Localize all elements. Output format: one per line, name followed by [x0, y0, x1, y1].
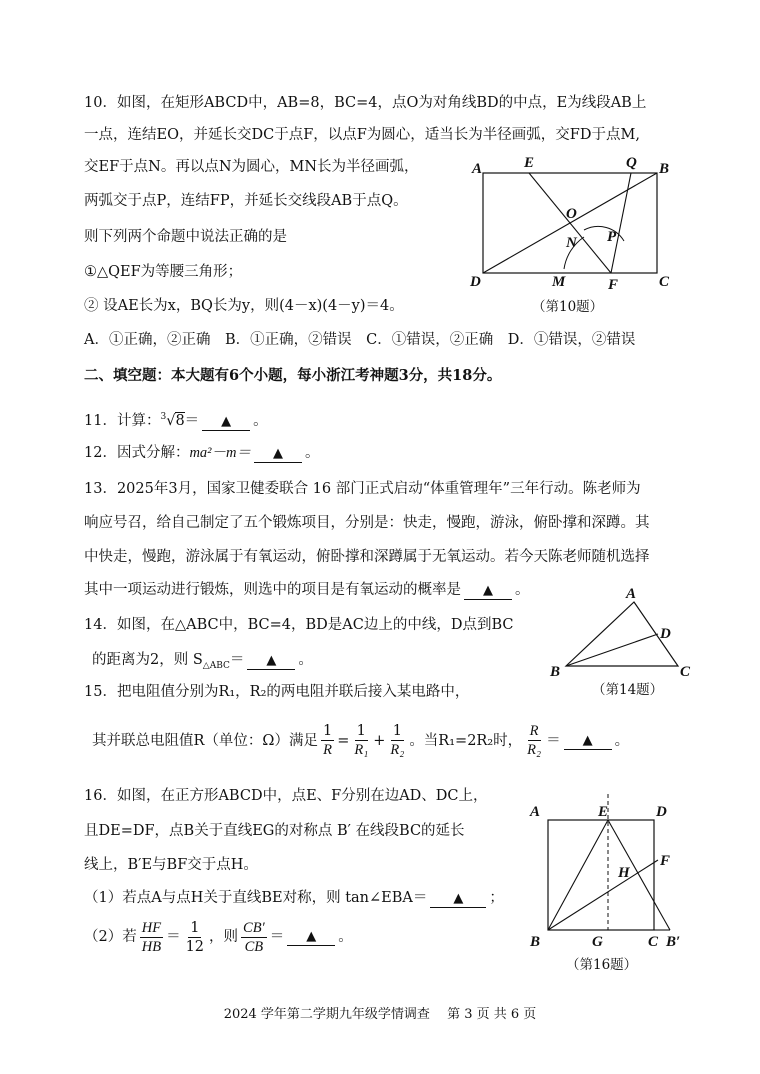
- q14-answer-blank[interactable]: [247, 652, 295, 670]
- q16-label-h: H: [618, 865, 630, 881]
- q15-answer-blank[interactable]: [564, 732, 612, 750]
- q16-figure: [522, 790, 702, 955]
- q16-part2-answer-blank[interactable]: [287, 928, 335, 946]
- q15-frac3-num: 1: [392, 723, 402, 739]
- section-2-heading: 二、填空题：本大题有6个小题，每小浙江考神题3分，共18分。: [84, 367, 502, 384]
- q10-line-fq: [611, 173, 631, 273]
- q16-square: [548, 820, 654, 930]
- q10-label-e: E: [524, 155, 535, 171]
- q16-frac3-num: CB′: [243, 919, 265, 936]
- page-footer: 2024 学年第二学期九年级学情调查 第 3 页 共 6 页: [223, 1007, 537, 1022]
- q13-answer-blank[interactable]: [464, 582, 512, 600]
- q10-line5: 则下列两个命题中说法正确的是: [84, 229, 287, 245]
- q10-label-m: M: [552, 274, 566, 290]
- q13-line4: [84, 580, 530, 600]
- q15-frac-1-over-r2: [388, 722, 406, 759]
- q15-text-2a: 其并联总电阻值R（单位：Ω）满足: [92, 732, 318, 749]
- q16-label-a: A: [530, 804, 541, 820]
- q10-text-1: 如图，在矩形ABCD中，AB=8，BC=4，点O为对角线BD的中点，E为线段AB上: [116, 95, 647, 111]
- q10-label-b: B: [659, 161, 670, 177]
- q12-text: 因式分解：: [116, 445, 190, 461]
- q12-number: 12．: [84, 445, 117, 461]
- q16-then: ，则: [209, 929, 239, 945]
- q15-frac-1-over-r: [321, 722, 334, 759]
- q16-part2-text: （2）若: [84, 929, 137, 945]
- q16-part2: [84, 918, 353, 956]
- q11-text: 计算：: [116, 412, 161, 429]
- q14-triangle-icon: ▲: [266, 653, 277, 668]
- q16-label-f: F: [660, 853, 671, 869]
- q10-line3: 交EF于点N。再以点N为圆心，MN长为半径画弧，: [84, 159, 419, 175]
- q15-line2: [92, 722, 629, 759]
- q11-equals: ＝: [184, 412, 200, 429]
- q15-frac4-den: R₂: [527, 742, 542, 758]
- q11-number: 11．: [84, 412, 117, 429]
- q15-frac1-num: 1: [322, 723, 333, 739]
- q16-eq2: ＝: [269, 929, 285, 945]
- q16-label-e: E: [598, 804, 609, 820]
- q16-line2: 且DE=DF，点B关于直线EG的对称点 B′ 在线段BC的延长: [84, 823, 465, 839]
- q13-triangle-icon: ▲: [483, 583, 493, 598]
- q15-frac3-den: R₂: [390, 742, 405, 758]
- q16-frac-hf-hb: [140, 919, 163, 956]
- q12-expression: ma²－m＝: [189, 445, 251, 461]
- q10-statement-1: ①△QEF为等腰三角形；: [84, 264, 243, 280]
- q16-label-b-prime: B′: [666, 934, 681, 950]
- q16-frac1-den: HB: [141, 938, 162, 955]
- q14-label-c: C: [680, 664, 691, 680]
- q16-line3: 线上，B′E与BF交于点H。: [84, 857, 258, 873]
- q14-text-2a: 的距离为2，则 S: [92, 652, 203, 668]
- q10-label-f: F: [608, 277, 619, 293]
- q10-statement-2: ② 设AE长为x，BQ长为y，则(4－x)(4－y)＝4。: [84, 298, 404, 314]
- q10-line2: 一点，连结EO，并延长交DC于点F，以点F为圆心，适当长为半径画弧，交FD于点M,: [84, 127, 640, 143]
- q13-line2: 响应号召，给自己制定了五个锻炼项目，分别是：快走，慢跑，游泳，俯卧撑和深蹲。其: [84, 515, 650, 531]
- q10-options: A．①正确，②正确 B．①正确，②错误 C．①错误，②正确 D．①错误，②错误: [84, 332, 636, 348]
- q15-end: 。: [614, 732, 630, 749]
- q15-frac4-num: R: [529, 723, 539, 739]
- q10-figure: [466, 155, 706, 295]
- q15-text-2b: 。当R₁=2R₂时，: [409, 732, 523, 749]
- q14-line1: 14．如图，在△ABC中，BC=4，BD是AC边上的中线，D点到BC: [84, 617, 514, 633]
- q14-label-b: B: [550, 664, 561, 680]
- q16-line1: 16．如图，在正方形ABCD中，点E、F分别在边AD、DC上，: [84, 788, 488, 804]
- q15-triangle-icon: ▲: [582, 732, 593, 748]
- q16-frac2-den: 12: [185, 938, 205, 955]
- q16-part2-triangle-icon: ▲: [306, 929, 317, 944]
- q12-triangle-icon: ▲: [273, 446, 283, 461]
- q11-radical-icon: √: [166, 412, 176, 429]
- q15-frac1-den: R: [323, 742, 332, 758]
- q16-part1-end: ；: [489, 890, 504, 906]
- q14-equals: ＝: [229, 652, 245, 668]
- q10-caption: （第10题）: [532, 299, 604, 315]
- q16-label-g: G: [592, 934, 603, 950]
- q16-frac3-den: CB: [244, 938, 264, 955]
- q16-label-c: C: [648, 934, 659, 950]
- q16-frac2-num: 1: [190, 919, 200, 936]
- q16-line-bf: [548, 860, 658, 930]
- q16-part1: [84, 888, 504, 908]
- q15-eq: =: [337, 732, 350, 749]
- q16-label-b: B: [530, 934, 541, 950]
- q16-part2-end: 。: [338, 929, 353, 945]
- q16-eq: ＝: [166, 929, 181, 945]
- q16-frac-1-12: [184, 919, 206, 956]
- q14-label-a: A: [626, 586, 637, 602]
- q15-frac2-num: 1: [356, 723, 366, 739]
- q16-frac1-num: HF: [141, 919, 162, 936]
- q13-line3: 中快走，慢跑，游泳属于有氧运动，俯卧撑和深蹲属于无氧运动。若今天陈老师随机选择: [84, 549, 650, 565]
- q16-part1-triangle-icon: ▲: [453, 891, 464, 906]
- q15-eq2: ＝: [546, 732, 561, 749]
- q10-label-q: Q: [626, 155, 637, 171]
- q16-line-be: [548, 820, 608, 930]
- q14-end: 。: [298, 652, 313, 668]
- q14-figure: [540, 582, 700, 682]
- q13-text-4: 其中一项运动进行锻炼，则选中的项目是有氧运动的概率是: [84, 582, 461, 598]
- q10-line4: 两弧交于点P，连结FP，并延长交线段AB于点Q。: [84, 193, 408, 209]
- q15-frac2-den: R₁: [354, 742, 369, 758]
- q10-label-o: O: [566, 206, 577, 222]
- q12-answer-blank[interactable]: [254, 445, 302, 463]
- q15-frac-r-over-r2: [525, 722, 543, 759]
- q11-root-arg: 8: [175, 412, 185, 429]
- q15-line1: 15．把电阻值分别为R₁，R₂的两电阻并联后接入某电路中，: [84, 684, 470, 700]
- q10-label-c: C: [659, 274, 670, 290]
- q16-part1-answer-blank[interactable]: [430, 890, 486, 908]
- q10-label-a: A: [472, 161, 483, 177]
- q10-label-p: P: [607, 229, 617, 245]
- q10-number: 10．: [84, 95, 117, 111]
- q11-answer-blank[interactable]: [202, 413, 250, 431]
- q14-caption: （第14题）: [592, 682, 664, 698]
- q10-label-n: N: [566, 235, 577, 251]
- q16-frac-cbp-cb: [241, 919, 267, 956]
- q14-label-d: D: [660, 626, 671, 642]
- q16-caption: （第16题）: [566, 957, 638, 973]
- q15-plus: +: [373, 732, 386, 749]
- q14-line2: [92, 650, 313, 676]
- q10-label-d: D: [470, 274, 481, 290]
- q12-end: 。: [305, 445, 320, 461]
- q11-triangle-icon: ▲: [221, 413, 232, 429]
- q13-line1: 13．2025年3月，国家卫健委联合 16 部门正式启动“体重管理年”三年行动。陈老师为: [84, 481, 641, 497]
- q14-median-bd: [566, 634, 658, 666]
- q14-subscript: △ABC: [202, 660, 230, 671]
- q16-label-d: D: [656, 804, 667, 820]
- q11-root-index: 3: [160, 412, 167, 422]
- q12: [84, 443, 320, 463]
- q11-end: 。: [253, 412, 268, 429]
- q16-part1-text: （1）若点A与点H关于直线BE对称，则 tan∠EBA＝: [84, 890, 428, 906]
- q11: [84, 407, 268, 431]
- q15-frac-1-over-r1: [352, 722, 370, 759]
- q10-line-ef: [529, 173, 611, 273]
- q10-line1: [84, 93, 646, 113]
- q13-end: 。: [515, 582, 530, 598]
